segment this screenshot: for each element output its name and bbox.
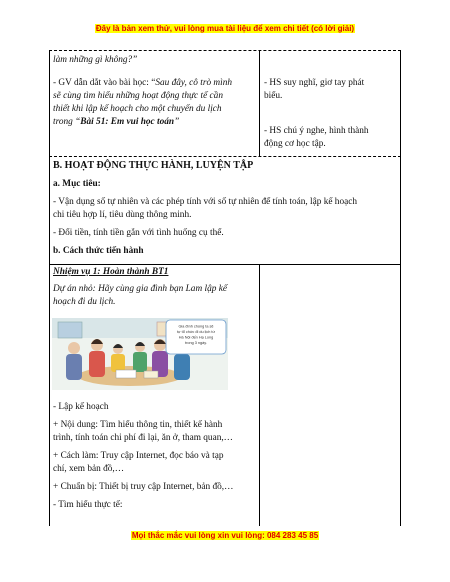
section-heading: B. HOẠT ĐỘNG THỰC HÀNH, LUYỆN TẬP	[53, 160, 254, 171]
goal-line3: - Đổi tiền, tính tiền gắn với tình huống cụ thể.	[53, 228, 224, 238]
speech-bubble-line4: trong 3 ngày.	[185, 341, 207, 345]
teacher-intro-line2: sẽ cùng tìm hiểu những hoạt động thực tế cần	[53, 91, 223, 101]
project-line1: Dự án nhỏ: Hãy cùng gia đình bạn Lam lập kế	[53, 284, 227, 294]
goal-line1: - Vận dụng số tự nhiên và các phép tính với số tự nhiên để tính toán, lập kế hoạch	[53, 197, 357, 207]
speech-bubble-line2: tự tổ chức đi du lịch từ	[176, 330, 216, 334]
question-continuation: làm những gì không?”	[53, 55, 138, 65]
row-divider	[49, 156, 401, 157]
task-title: Nhiệm vụ 1: Hoàn thành BT1	[53, 267, 169, 277]
student-response-line2: biểu.	[264, 91, 283, 101]
method-line2: chí, xem bản đồ,…	[53, 464, 125, 474]
family-planning-illustration	[52, 318, 228, 390]
goal-line2: chi tiêu hợp lí, tiêu dùng thông minh.	[53, 210, 192, 220]
student-listen-line2: động cơ học tập.	[264, 139, 326, 149]
preparation-line: + Chuẩn bị: Thiết bị truy cập Internet, bản đồ,…	[53, 482, 234, 492]
student-response-line1: - HS suy nghĩ, giơ tay phát	[264, 78, 365, 88]
column-divider-row3	[259, 264, 260, 526]
plan-label: - Lập kế hoạch	[53, 402, 109, 412]
preview-banner: Đây là bản xem thử, vui lòng mua tài liệu để xem chi tiết (có lời giải)	[95, 24, 355, 33]
student-listen-line1: - HS chú ý nghe, hình thành	[264, 126, 369, 136]
speech-bubble-line1: Gia đình chúng ta sẽ	[178, 324, 214, 329]
goal-heading: a. Mục tiêu:	[53, 179, 101, 189]
research-line: - Tìm hiểu thực tế:	[53, 500, 123, 510]
teacher-intro-line3: thiết khi lập kế hoạch cho một chuyến du lịch	[53, 104, 222, 114]
speech-bubble-line3: Hà Nội đến Hạ Long	[178, 335, 214, 340]
row-divider	[49, 50, 401, 51]
row-divider	[49, 264, 401, 265]
teacher-intro-line4: trong “Bài 51: Em vui học toán”	[53, 117, 180, 127]
column-divider-row1	[259, 50, 260, 156]
content-line2: trình, tính toán chi phí đi lại, ăn ở, tham quan,…	[53, 433, 233, 443]
project-line2: hoạch đi du lịch.	[53, 297, 116, 307]
content-line1: + Nội dung: Tìm hiểu thông tin, thiết kế hành	[53, 420, 223, 430]
contact-banner: Mọi thắc mắc vui lòng xin vui lòng: 084 283 45 85	[131, 531, 319, 540]
method-heading: b. Cách thức tiến hành	[53, 246, 144, 256]
method-line1: + Cách làm: Truy cập Internet, đọc báo và tạp	[53, 451, 224, 461]
teacher-intro-line1: - GV dẫn dắt vào bài học: “Sau đây, cô trò mình	[53, 78, 233, 88]
